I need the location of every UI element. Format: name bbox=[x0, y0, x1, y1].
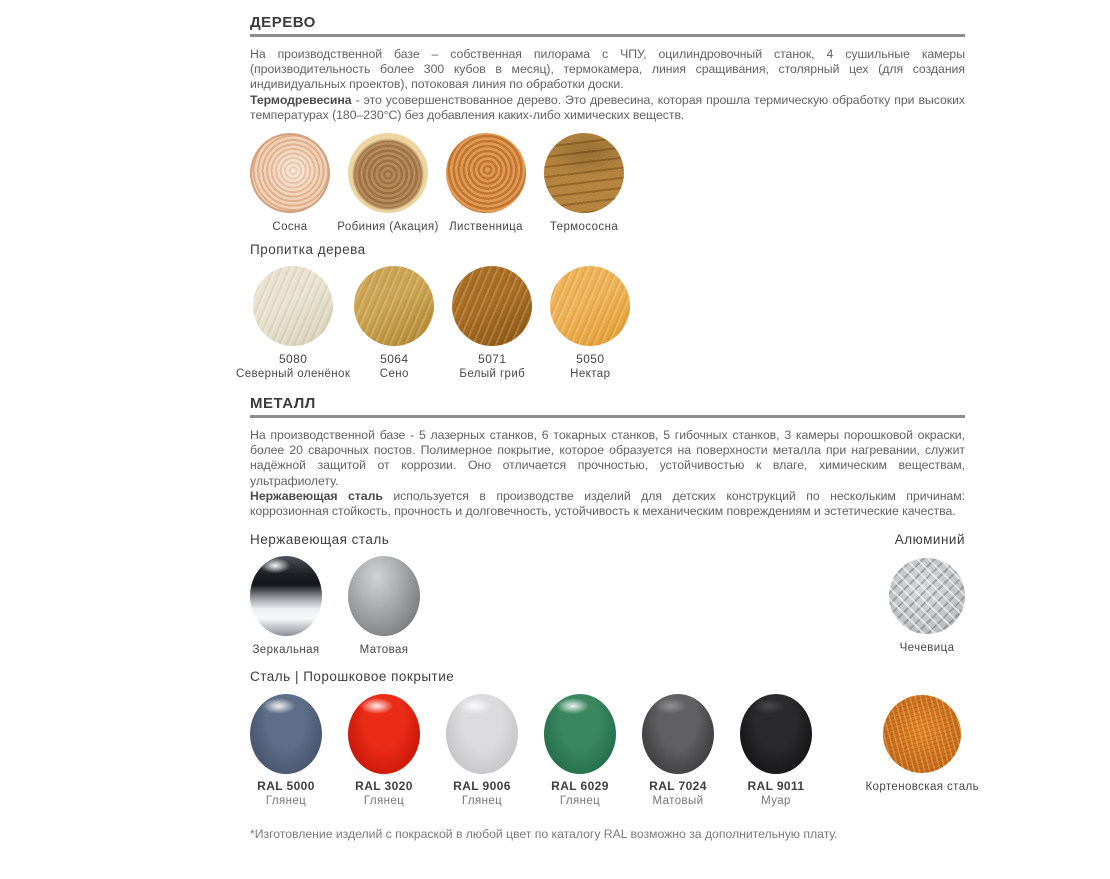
wood-intro-paragraph: На производственной базе – собственная пилорама с ЧПУ, оцилиндровочный станок, 4 сушильные камеры (производительность более 300 кубов в месяц), термокамера, линия сращивания, столярный цех (для создания индивидуальных проектов), потоковая линия по обработки доски. bbox=[250, 47, 965, 92]
swatch-ral-7024 bbox=[642, 694, 714, 808]
swatch-corten-steel bbox=[865, 694, 979, 794]
ral-code: RAL 9011 bbox=[747, 779, 805, 794]
ral-3020-ball-image bbox=[348, 694, 420, 774]
stainless-aluminum-block bbox=[250, 532, 965, 657]
swatch-label: Термососна bbox=[549, 221, 619, 234]
swatch-ral-5000 bbox=[250, 694, 322, 808]
swatch-ral-6029 bbox=[544, 694, 616, 808]
swatch-diamond-plate bbox=[889, 556, 965, 655]
ral-code: RAL 3020 bbox=[355, 779, 413, 794]
swatch-label: Кортеновская сталь bbox=[865, 781, 979, 794]
impregnation-name: Нектар bbox=[570, 368, 611, 381]
ral-7024-ball-image bbox=[642, 694, 714, 774]
powder-coating-title: Сталь | Порошковое покрытие bbox=[250, 669, 455, 685]
swatch-5080 bbox=[236, 266, 351, 381]
ral-footnote: *Изготовление изделий с покраской в любой цвет по каталогу RAL возможно за дополнительную плату. bbox=[250, 827, 838, 842]
metal-title-block bbox=[250, 395, 965, 418]
ral-finish: Глянец bbox=[559, 795, 601, 808]
swatch-label: Матовая bbox=[359, 644, 409, 657]
stainless-term: Нержавеющая сталь bbox=[250, 488, 383, 503]
stainless-row bbox=[250, 556, 420, 657]
swatch-label: Зеркальная bbox=[252, 644, 320, 657]
ral-9011-ball-image bbox=[740, 694, 812, 774]
mirror-steel-ball-image bbox=[250, 556, 322, 636]
wood-section-title: ДЕРЕВО bbox=[250, 14, 316, 31]
impregnation-name: Северный оленёнок bbox=[236, 368, 351, 381]
diamond-plate-image bbox=[889, 558, 965, 634]
swatch-ral-9011 bbox=[740, 694, 812, 808]
impregnation-row bbox=[236, 266, 965, 381]
stainless-column bbox=[250, 532, 420, 657]
metal-section bbox=[250, 395, 979, 808]
swatch-label: Робиния (Акация) bbox=[337, 221, 439, 234]
ral-finish: Муар bbox=[761, 795, 791, 808]
aluminum-column bbox=[889, 532, 965, 657]
swatch-thermopine bbox=[544, 133, 624, 234]
ral-code: RAL 9006 bbox=[453, 779, 511, 794]
ral-9006-ball-image bbox=[446, 694, 518, 774]
impregnation-code: 5071 bbox=[478, 352, 507, 367]
ral-code: RAL 5000 bbox=[257, 779, 315, 794]
swatch-larch bbox=[446, 133, 526, 234]
metal-section-divider bbox=[250, 415, 965, 418]
ral-5000-ball-image bbox=[250, 694, 322, 774]
metal-section-title: МЕТАЛЛ bbox=[250, 395, 316, 413]
thermowood-term: Термодревесина bbox=[250, 92, 352, 107]
swatch-5064 bbox=[354, 266, 434, 381]
metal-intro-paragraph: На производственной базе - 5 лазерных станков, 6 токарных станков, 5 гибочных станков, 3 камеры порошковой окраски, более 20 сварочных постов. Полимерное покрытие, которое образуется на поверхности металла при нагревании, служит надёжной защитой от коррозии. Оно отличается прочностью, устойчивостью к влаге, химическим веществам, ультрафиолету. bbox=[250, 428, 965, 488]
ral-code: RAL 7024 bbox=[649, 779, 707, 794]
swatch-label: Чечевица bbox=[899, 642, 955, 655]
swatch-label: Сосна bbox=[272, 221, 308, 234]
swatch-ral-9006 bbox=[446, 694, 518, 808]
matte-steel-ball-image bbox=[348, 556, 420, 636]
ral-6029-ball-image bbox=[544, 694, 616, 774]
swatch-5071 bbox=[452, 266, 532, 381]
wood-section-divider bbox=[250, 34, 965, 37]
impregnation-code: 5050 bbox=[576, 352, 605, 367]
corten-steel-image bbox=[883, 695, 961, 773]
powder-coating-row bbox=[250, 694, 979, 808]
swatch-mirror-steel bbox=[250, 556, 322, 657]
swatch-matte-steel bbox=[348, 556, 420, 657]
swatch-pine bbox=[250, 133, 330, 234]
impregnation-title: Пропитка дерева bbox=[250, 242, 366, 258]
page-content bbox=[236, 0, 979, 842]
impregnation-color-image bbox=[550, 266, 630, 346]
swatch-5050 bbox=[550, 266, 630, 381]
impregnation-code: 5064 bbox=[380, 352, 409, 367]
thermowood-description: - это усовершенствованное дерево. Это древесина, которая прошла термическую обработку при высоких температурах (180–230°С) без добавления каких-либо химических веществ. bbox=[250, 92, 965, 122]
ral-finish: Глянец bbox=[265, 795, 307, 808]
impregnation-name: Сено bbox=[379, 368, 409, 381]
ral-finish: Глянец bbox=[461, 795, 503, 808]
thermopine-wood-image bbox=[544, 133, 624, 213]
ral-code: RAL 6029 bbox=[551, 779, 609, 794]
stainless-description: используется в производстве изделий для детских конструкций по нескольким причинам: коррозионная стойкость, прочность и долговечность, устойчивость к механическим повреждениям и эстетические качества. bbox=[250, 488, 965, 519]
swatch-robinia bbox=[337, 133, 439, 234]
wood-section bbox=[236, 14, 965, 381]
stainless-title: Нержавеющая сталь bbox=[250, 532, 390, 548]
robinia-wood-slice-image bbox=[348, 133, 428, 213]
wood-species-row bbox=[250, 133, 965, 234]
impregnation-color-image bbox=[253, 266, 333, 346]
aluminum-title: Алюминий bbox=[894, 532, 965, 548]
impregnation-name: Белый гриб bbox=[459, 368, 526, 381]
impregnation-color-image bbox=[452, 266, 532, 346]
ral-finish: Матовый bbox=[652, 795, 704, 808]
stainless-paragraph bbox=[250, 489, 965, 519]
larch-wood-slice-image bbox=[446, 133, 526, 213]
swatch-ral-3020 bbox=[348, 694, 420, 808]
thermowood-paragraph bbox=[250, 93, 965, 123]
swatch-label: Лиственница bbox=[449, 221, 523, 234]
impregnation-code: 5080 bbox=[278, 352, 308, 367]
ral-finish: Глянец bbox=[363, 795, 405, 808]
pine-wood-slice-image bbox=[250, 133, 330, 213]
impregnation-color-image bbox=[354, 266, 434, 346]
